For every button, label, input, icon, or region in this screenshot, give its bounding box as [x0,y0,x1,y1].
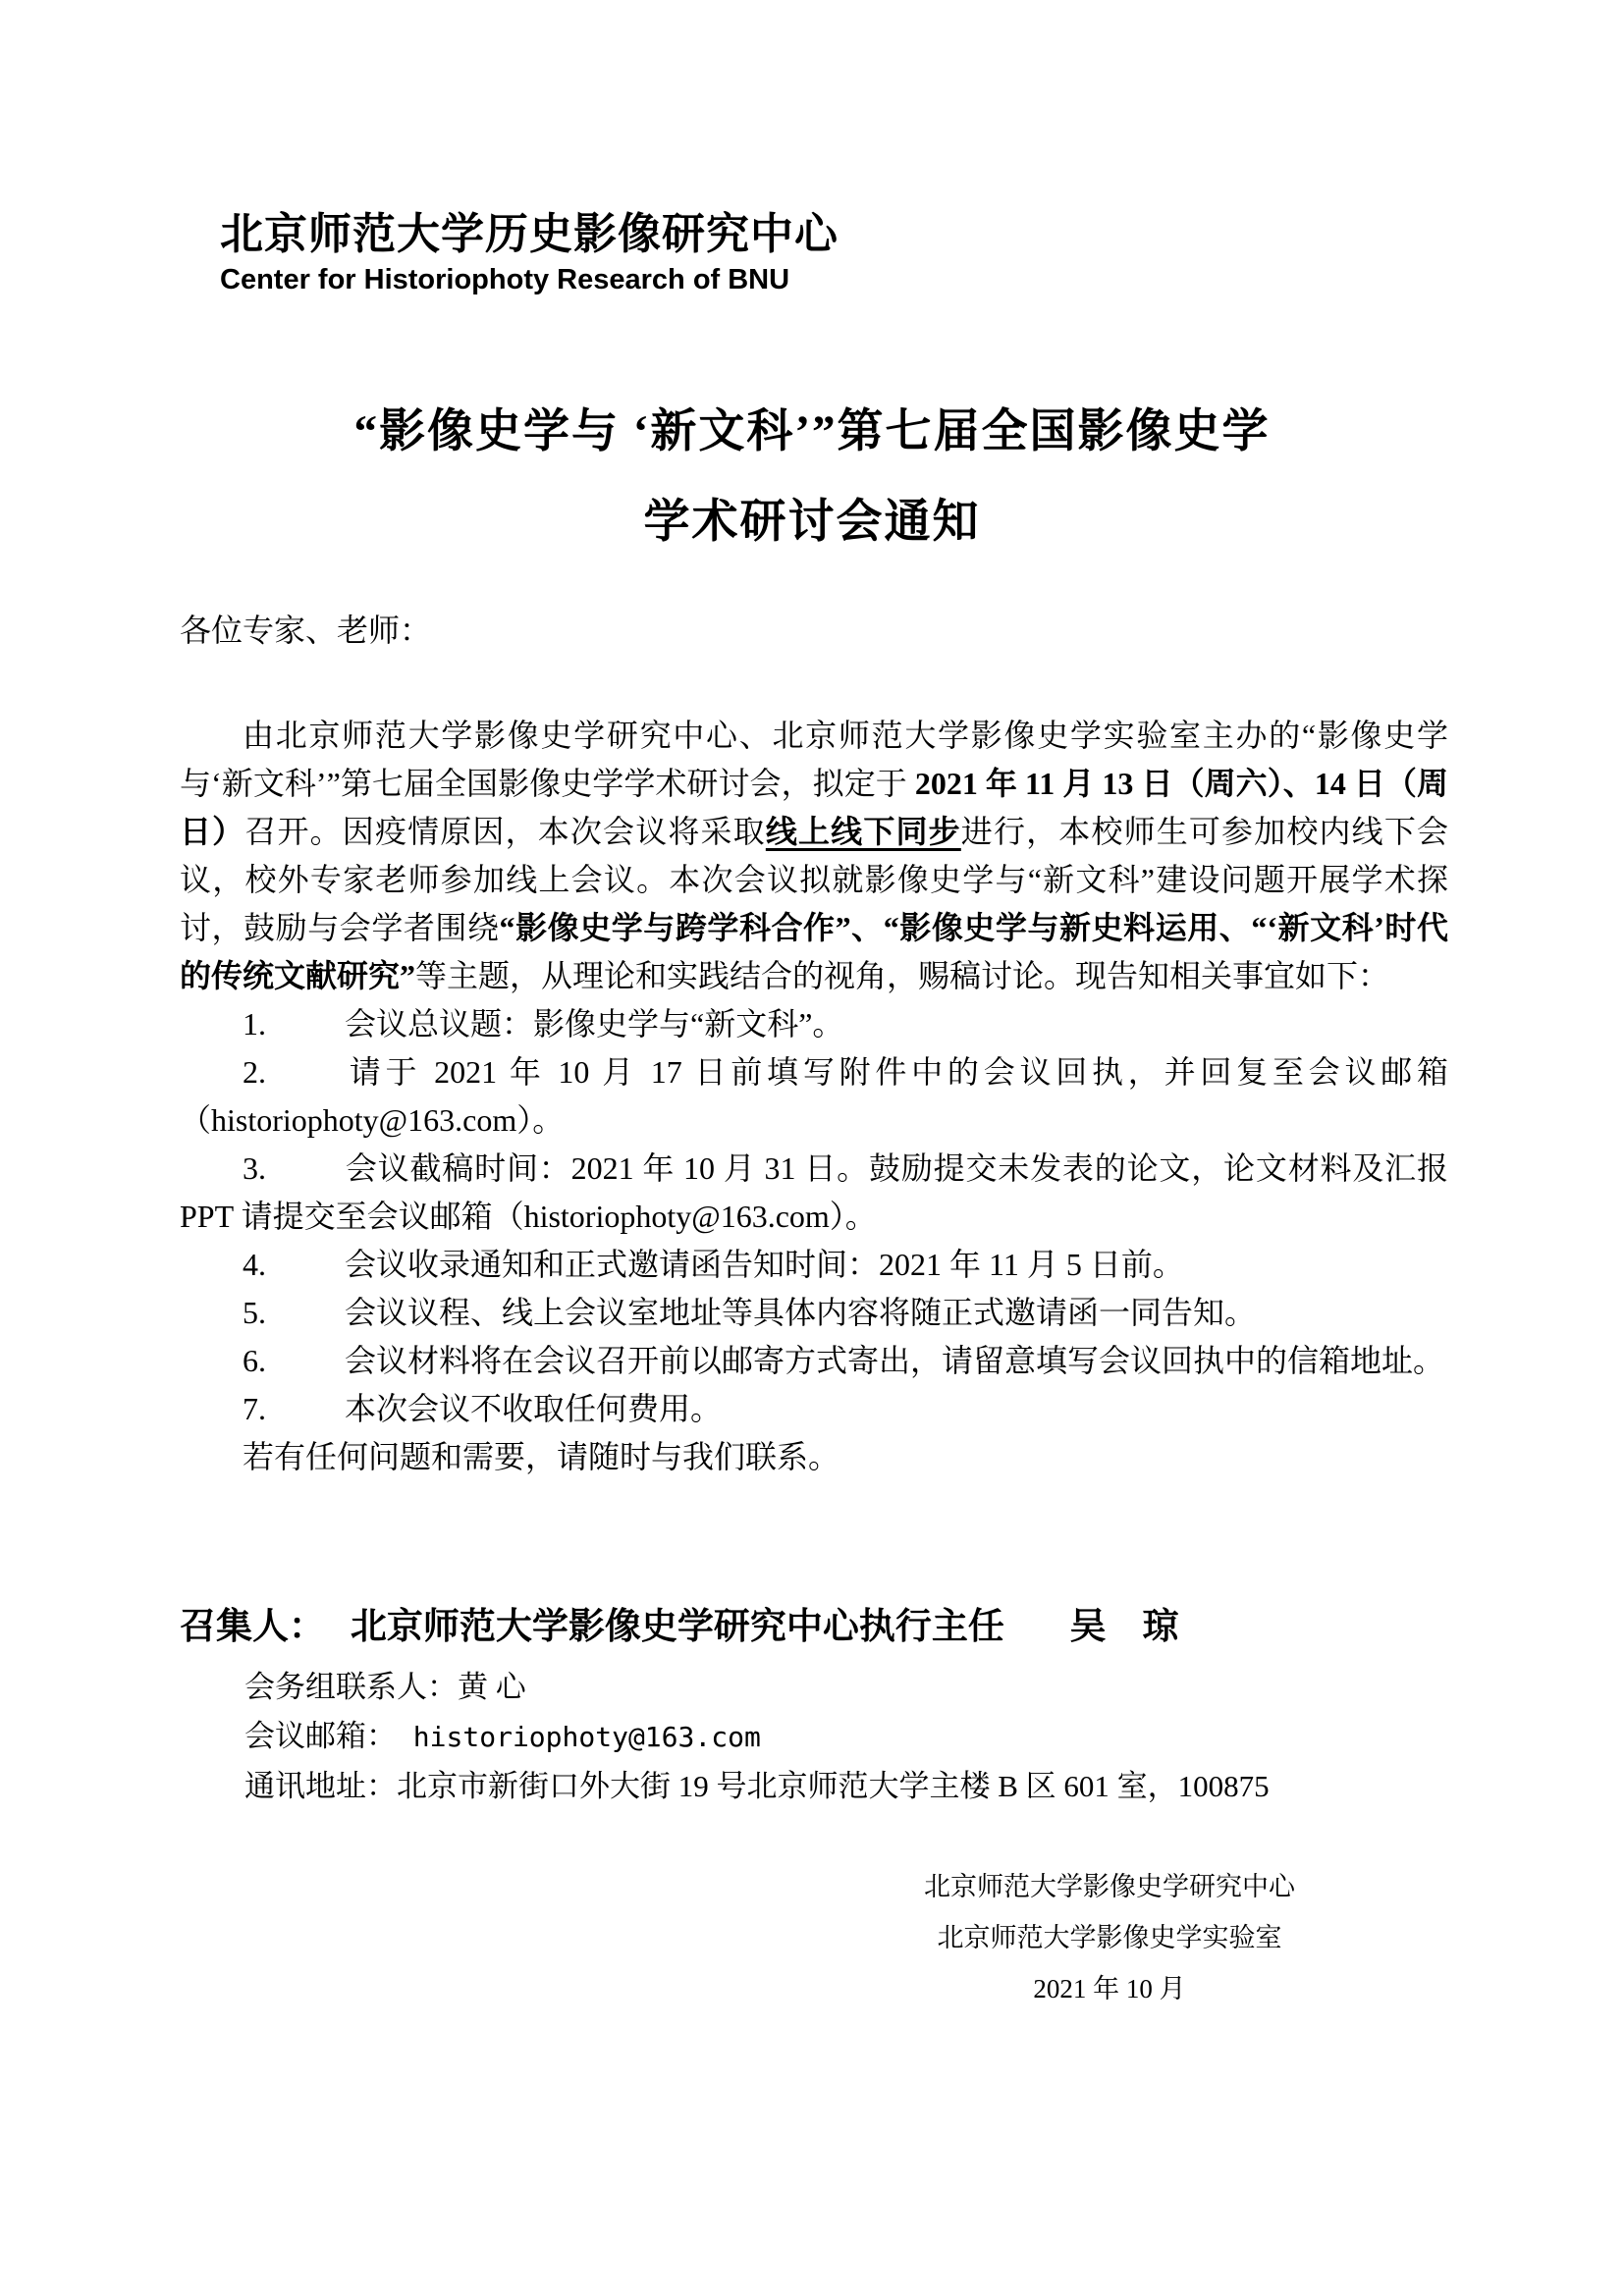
item-number: 5. [243,1295,266,1330]
item-text: 会议总议题：影像史学与“新文科”。 [345,1006,844,1041]
intro-paragraph [180,712,1448,1000]
conference-topics: “影像史学与跨学科合作”、“影像史学与新史料运用、“‘新文科’时代的传统文献研究” [180,910,1448,993]
notice-body [180,607,1448,1481]
item-number: 4. [243,1247,266,1282]
signature-org-2: 北京师范大学影像史学实验室 [937,1923,1282,1952]
item-text: 会议收录通知和正式邀请函告知时间：2021 年 11 月 5 日前。 [345,1247,1184,1282]
item-text: 本次会议不收取任何费用。 [345,1391,723,1426]
convener-title: 北京师范大学影像史学研究中心执行主任 [350,1606,1004,1646]
contact-block [244,1663,1270,1811]
email-label: 会议邮箱： [244,1719,397,1753]
intro-text-1: 由北京师范大学影像史学研究中心、北京师范大学影像史学实验室主办的“影像史学与‘新文科’”第七届全国影像史学学术研讨会，拟定于 [180,718,1448,801]
item-number: 2. [243,1054,266,1090]
meeting-mode: 线上线下同步 [765,814,961,849]
logo-chinese-name: 北京师范大学历史影像研究中心 [220,210,839,258]
item-number: 6. [243,1343,266,1378]
signature-date: 2021 年 10 月 [1033,1974,1186,2003]
item-text: 请于 2021 年 10 月 17 日前填写附件中的会议回执，并回复至会议邮箱（historiophoty@163.com）。 [180,1054,1448,1138]
list-item-7 [180,1385,1448,1433]
list-item-3 [180,1145,1448,1241]
list-item-6 [180,1337,1448,1385]
item-number: 7. [243,1391,266,1426]
greeting-line: 各位专家、老师： [180,613,432,648]
item-text: 会议材料将在会议召开前以邮寄方式寄出，请留意填写会议回执中的信箱地址。 [345,1343,1445,1378]
contact-email-line [244,1712,1270,1762]
notice-title-line-1: “影像史学与 ‘新文科’”第七届全国影像史学 [353,406,1271,457]
convener-line [180,1596,1178,1649]
convener-name: 吴 琼 [1069,1606,1179,1646]
item-text: 会议截稿时间：2021 年 10 月 31 日。鼓励提交未发表的论文，论文材料及汇报 PPT 请提交至会议邮箱（historiophoty@163.com）。 [180,1150,1448,1234]
contact-staff: 会务组联系人：黄 心 [244,1670,526,1704]
signature-block [787,1861,1432,2014]
intro-text-3: 进行，本校师生可参加校内线下会议，校外专家老师参加线上会议。本次会议拟就影像史学与“新文科”建设问题开展学术探讨，鼓励与会学者围绕 [180,814,1448,945]
list-item-1 [180,1000,1448,1048]
item-number: 1. [243,1006,266,1041]
logo-english-name: Center for Historiophoty Research of BNU [220,263,790,295]
item-number: 3. [243,1150,266,1186]
list-item-4 [180,1241,1448,1289]
conference-dates: 2021 年 11 月 13 日（周六）、14 日（周日） [180,766,1448,849]
signature-org-1: 北京师范大学影像史学研究中心 [924,1872,1295,1901]
intro-text-2: 召开。因疫情原因，本次会议将采取 [244,814,766,849]
convener-label: 召集人： [180,1606,325,1646]
notice-title [0,387,1624,567]
letterhead [220,210,839,295]
notice-title-line-2: 学术研讨会通知 [643,497,981,548]
contact-address: 通讯地址：北京市新街口外大街 19 号北京师范大学主楼 B 区 601 室，100875 [244,1769,1270,1803]
intro-text-4: 等主题，从理论和实践结合的视角，赐稿讨论。现告知相关事宜如下： [415,958,1390,993]
list-item-5 [180,1289,1448,1337]
item-text: 会议议程、线上会议室地址等具体内容将随正式邀请函一同告知。 [345,1295,1257,1330]
list-item-2 [180,1048,1448,1145]
email-address: historiophoty@163.com [412,1721,761,1753]
closing-line: 若有任何问题和需要，请随时与我们联系。 [243,1439,840,1474]
